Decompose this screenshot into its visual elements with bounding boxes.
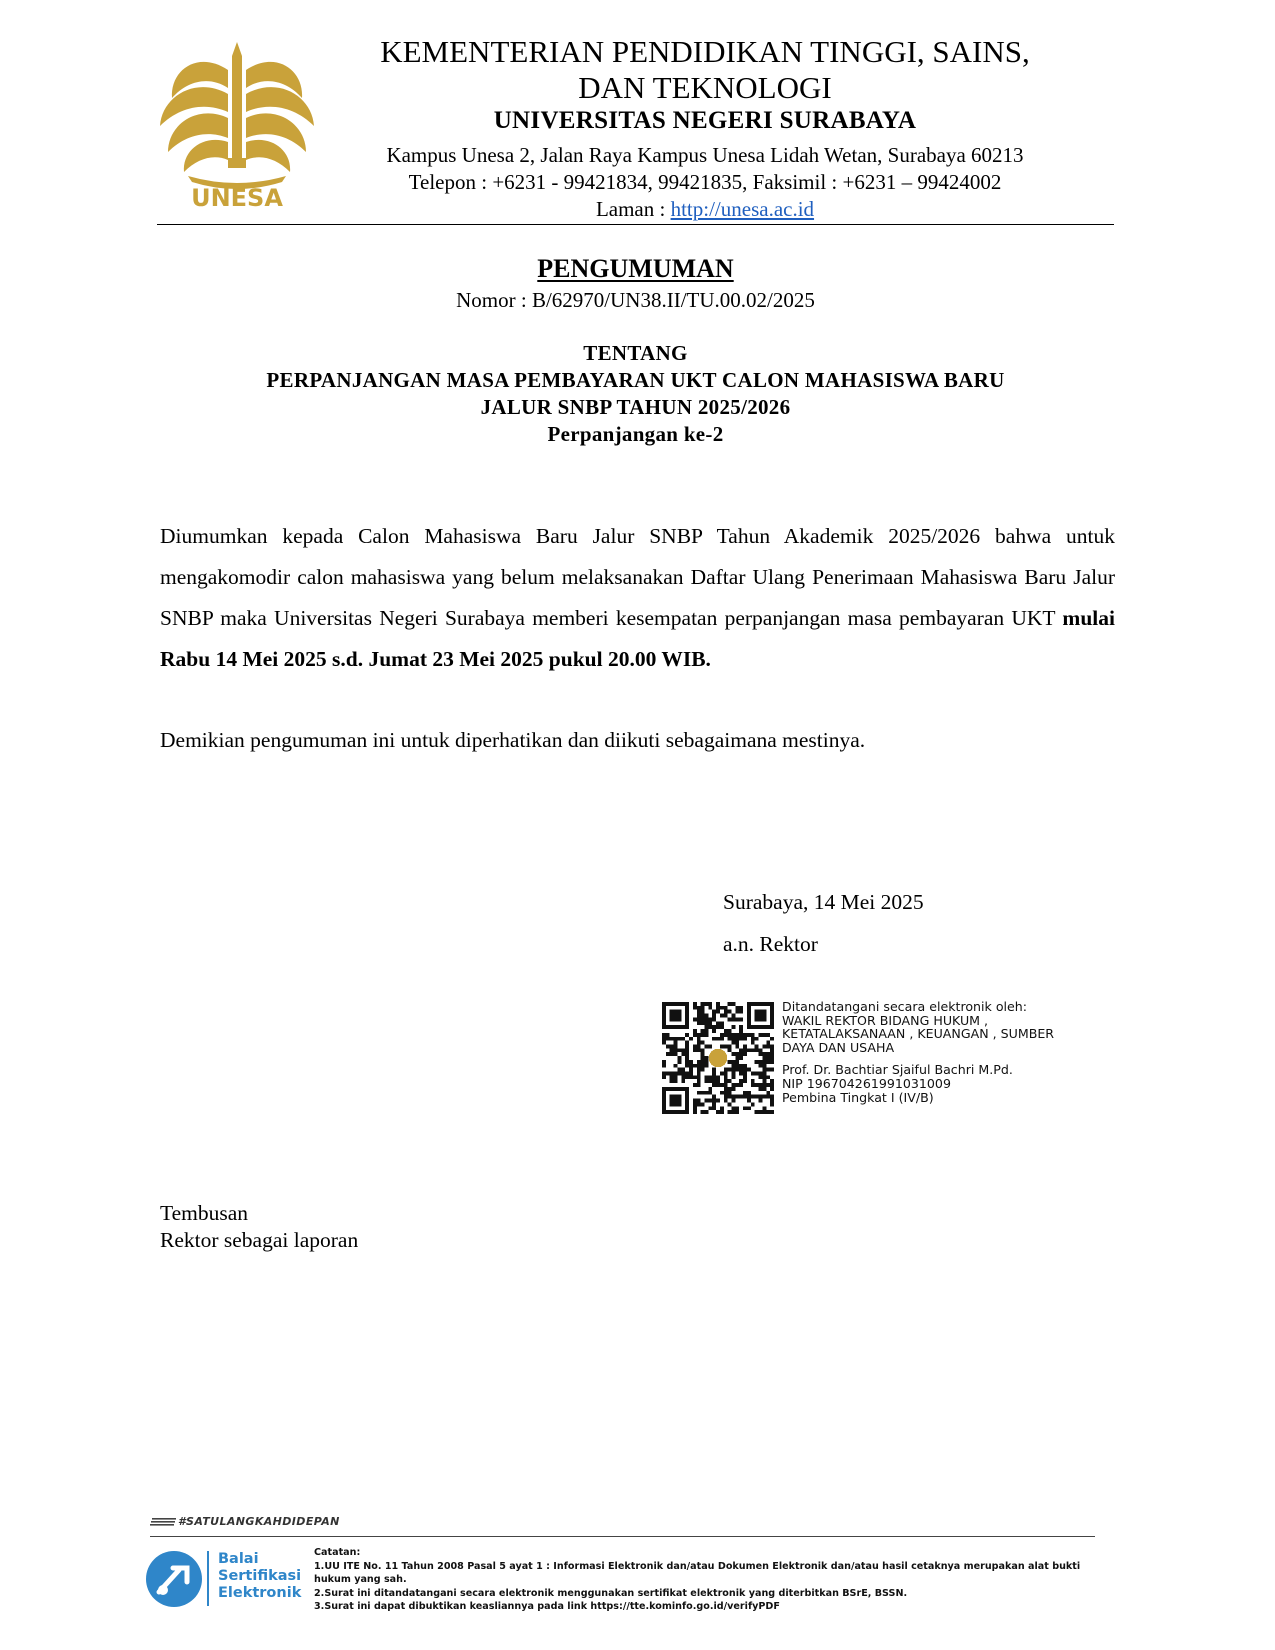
- esign-line: Ditandatangani secara elektronik oleh:: [782, 999, 1028, 1014]
- subject-line: TENTANG: [583, 341, 688, 365]
- copy-to-title: Tembusan: [160, 1201, 249, 1225]
- footer-hashtag: #SATULANGKAHDIDEPAN: [178, 1515, 340, 1528]
- announcement-number: Nomor : B/62970/UN38.II/TU.00.02/2025: [456, 288, 815, 312]
- body-paragraph-2: Demikian pengumuman ini untuk diperhatikan dan diikuti sebagaimana mestinya.: [160, 728, 866, 752]
- subject-line: PERPANJANGAN MASA PEMBAYARAN UKT CALON MAHASISWA BARU: [266, 368, 1005, 392]
- notes-title: Catatan:: [314, 1547, 361, 1558]
- bsre-line: Sertifikasi: [218, 1568, 302, 1584]
- logo-wordmark: UNESA: [191, 184, 283, 210]
- esign-line: KETATALAKSANAAN , KEUANGAN , SUMBER: [782, 1026, 1055, 1042]
- bsre-line: Elektronik: [218, 1585, 302, 1601]
- bsre-wordmark: [218, 1551, 301, 1602]
- signer-name: Prof. Dr. Bachtiar Sjaiful Bachri M.Pd.: [782, 1062, 1013, 1078]
- note-item: 1.UU ITE No. 11 Tahun 2008 Pasal 5 ayat 1 : Informasi Elektronik dan/atau Dokumen Elektronik dan/atau hasil cetaknya merupakan alat bukti hukum yang sah.: [314, 1560, 1081, 1585]
- signer-rank: Pembina Tingkat I (IV/B): [782, 1089, 934, 1105]
- phone: Telepon : +6231 - 99421834, 99421835, Faksimil : +6231 – 99424002: [408, 170, 1002, 194]
- body-paragraph-1-text: Diumumkan kepada Calon Mahasiswa Baru Jalur SNBP Tahun Akademik 2025/2026 bahwa untuk mengakomodir calon mahasiswa yang belum melaksanakan Daftar Ulang Penerimaan Mahasiswa Baru Jalur SNBP maka Universitas Negeri Surabaya memberi kesempatan perpanjangan masa pembayaran UKT: [160, 524, 1115, 630]
- note-item: 2.Surat ini ditandatangani secara elektronik menggunakan sertifikat elektronik yang diterbitkan BSrE, BSSN.: [314, 1587, 908, 1599]
- signature-on-behalf: a.n. Rektor: [723, 932, 818, 956]
- subject-line: Perpanjangan ke-2: [547, 422, 724, 446]
- subject-line: JALUR SNBP TAHUN 2025/2026: [480, 395, 791, 419]
- ministry-line-2: DAN TEKNOLOGI: [578, 70, 832, 105]
- address: Kampus Unesa 2, Jalan Raya Kampus Unesa Lidah Wetan, Surabaya 60213: [386, 143, 1024, 167]
- university-name: UNIVERSITAS NEGERI SURABAYA: [493, 107, 917, 134]
- body-paragraph-1: [160, 516, 1115, 680]
- hashtag-stripes-icon: [150, 1518, 176, 1526]
- esign-line: WAKIL REKTOR BIDANG HUKUM ,: [782, 1012, 989, 1028]
- bsre-line: Balai: [218, 1551, 259, 1567]
- copy-to-recipient: Rektor sebagai laporan: [160, 1228, 359, 1252]
- website-line: [330, 196, 1080, 223]
- esign-line: DAYA DAN USAHA: [782, 1039, 895, 1055]
- note-item: 3.Surat ini dapat dibuktikan keasliannya pada link https://tte.kominfo.go.id/verifyPDF: [314, 1601, 780, 1612]
- unesa-logo: [158, 40, 316, 210]
- qr-code-icon[interactable]: [662, 1002, 774, 1114]
- bsre-logo-icon: [143, 1548, 205, 1610]
- announcement-title-text: PENGUMUMAN: [537, 254, 734, 283]
- signature-place-date: Surabaya, 14 Mei 2025: [723, 890, 924, 914]
- website-label: Laman :: [595, 197, 671, 221]
- letterhead-divider: [157, 224, 1114, 225]
- letterhead-contact: [330, 142, 1080, 223]
- footer-notes: [314, 1546, 1114, 1614]
- bsre-separator: [207, 1551, 209, 1606]
- electronic-signature-block: [782, 1000, 1082, 1104]
- ministry-name: [330, 34, 1080, 106]
- signer-nip: NIP 196704261991031009: [782, 1075, 951, 1091]
- announcement-subject: [157, 340, 1114, 448]
- announcement-title: [157, 254, 1114, 284]
- website-link[interactable]: http://unesa.ac.id: [670, 197, 815, 221]
- footer-divider: [150, 1536, 1095, 1537]
- ministry-line-1: KEMENTERIAN PENDIDIKAN TINGGI, SAINS,: [380, 34, 1030, 69]
- body-paragraph-1-deadline: mulai Rabu 14 Mei 2025 s.d. Jumat 23 Mei 2025 pukul 20.00 WIB.: [160, 606, 1115, 671]
